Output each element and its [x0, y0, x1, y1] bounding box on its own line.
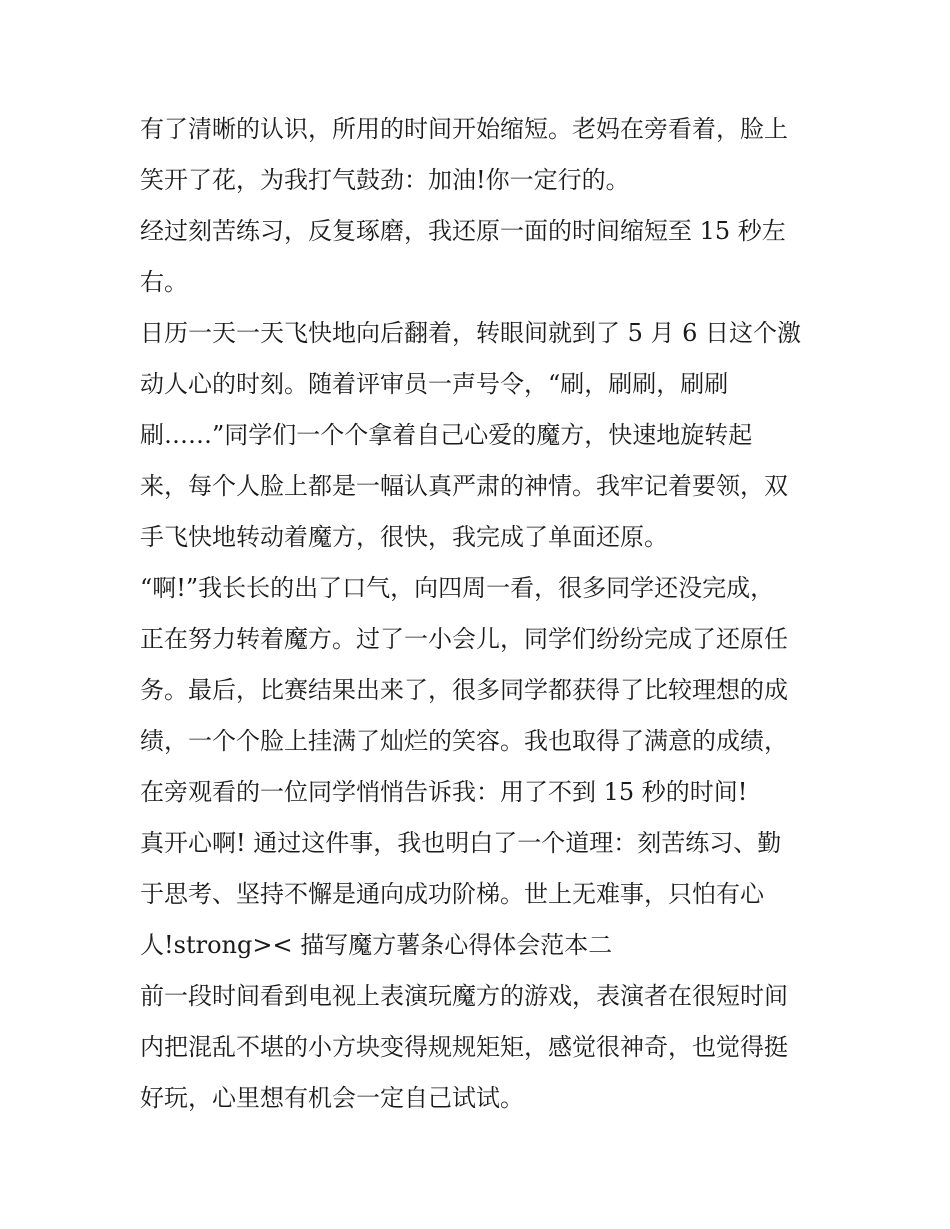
text-line: 在旁观看的一位同学悄悄告诉我：用了不到 15 秒的时间!: [140, 778, 748, 806]
text-line: 好玩，心里想有机会一定自己试试。: [140, 1084, 524, 1112]
text-line: 前一段时间看到电视上表演玩魔方的游戏，表演者在很短时间: [140, 982, 788, 1010]
section-heading-line: 人!strong>< 描写魔方薯条心得体会范本二: [140, 931, 613, 959]
text-line: 绩，一个个脸上挂满了灿烂的笑容。我也取得了满意的成绩，: [140, 727, 788, 755]
document-body: [140, 104, 820, 1124]
text-line: 笑开了花，为我打气鼓劲：加油!你一定行的。: [140, 166, 630, 194]
text-line: 刷……”同学们一个个拿着自己心爱的魔方，快速地旋转起: [140, 421, 753, 449]
text-line: 正在努力转着魔方。过了一小会儿，同学们纷纷完成了还原任: [140, 625, 788, 653]
text-line: 经过刻苦练习，反复琢磨，我还原一面的时间缩短至 15 秒左: [140, 217, 786, 245]
text-line: “啊!”我长长的出了口气，向四周一看，很多同学还没完成，: [140, 574, 775, 602]
text-line: 有了清晰的认识，所用的时间开始缩短。老妈在旁看着，脸上: [140, 115, 788, 143]
text-line: 真开心啊! 通过这件事，我也明白了一个道理：刻苦练习、勤: [140, 829, 782, 857]
text-line: 手飞快地转动着魔方，很快，我完成了单面还原。: [140, 523, 668, 551]
text-line: 于思考、坚持不懈是通向成功阶梯。世上无难事，只怕有心: [140, 880, 764, 908]
text-line: 来，每个人脸上都是一幅认真严肃的神情。我牢记着要领，双: [140, 472, 788, 500]
text-line: 内把混乱不堪的小方块变得规规矩矩，感觉很神奇，也觉得挺: [140, 1033, 788, 1061]
text-line: 务。最后，比赛结果出来了，很多同学都获得了比较理想的成: [140, 676, 788, 704]
text-line: 动人心的时刻。随着评审员一声号令，“刷，刷刷，刷刷: [140, 370, 729, 398]
text-line: 日历一天一天飞快地向后翻着，转眼间就到了 5 月 6 日这个激: [140, 319, 802, 347]
text-line: 右。: [140, 268, 188, 296]
